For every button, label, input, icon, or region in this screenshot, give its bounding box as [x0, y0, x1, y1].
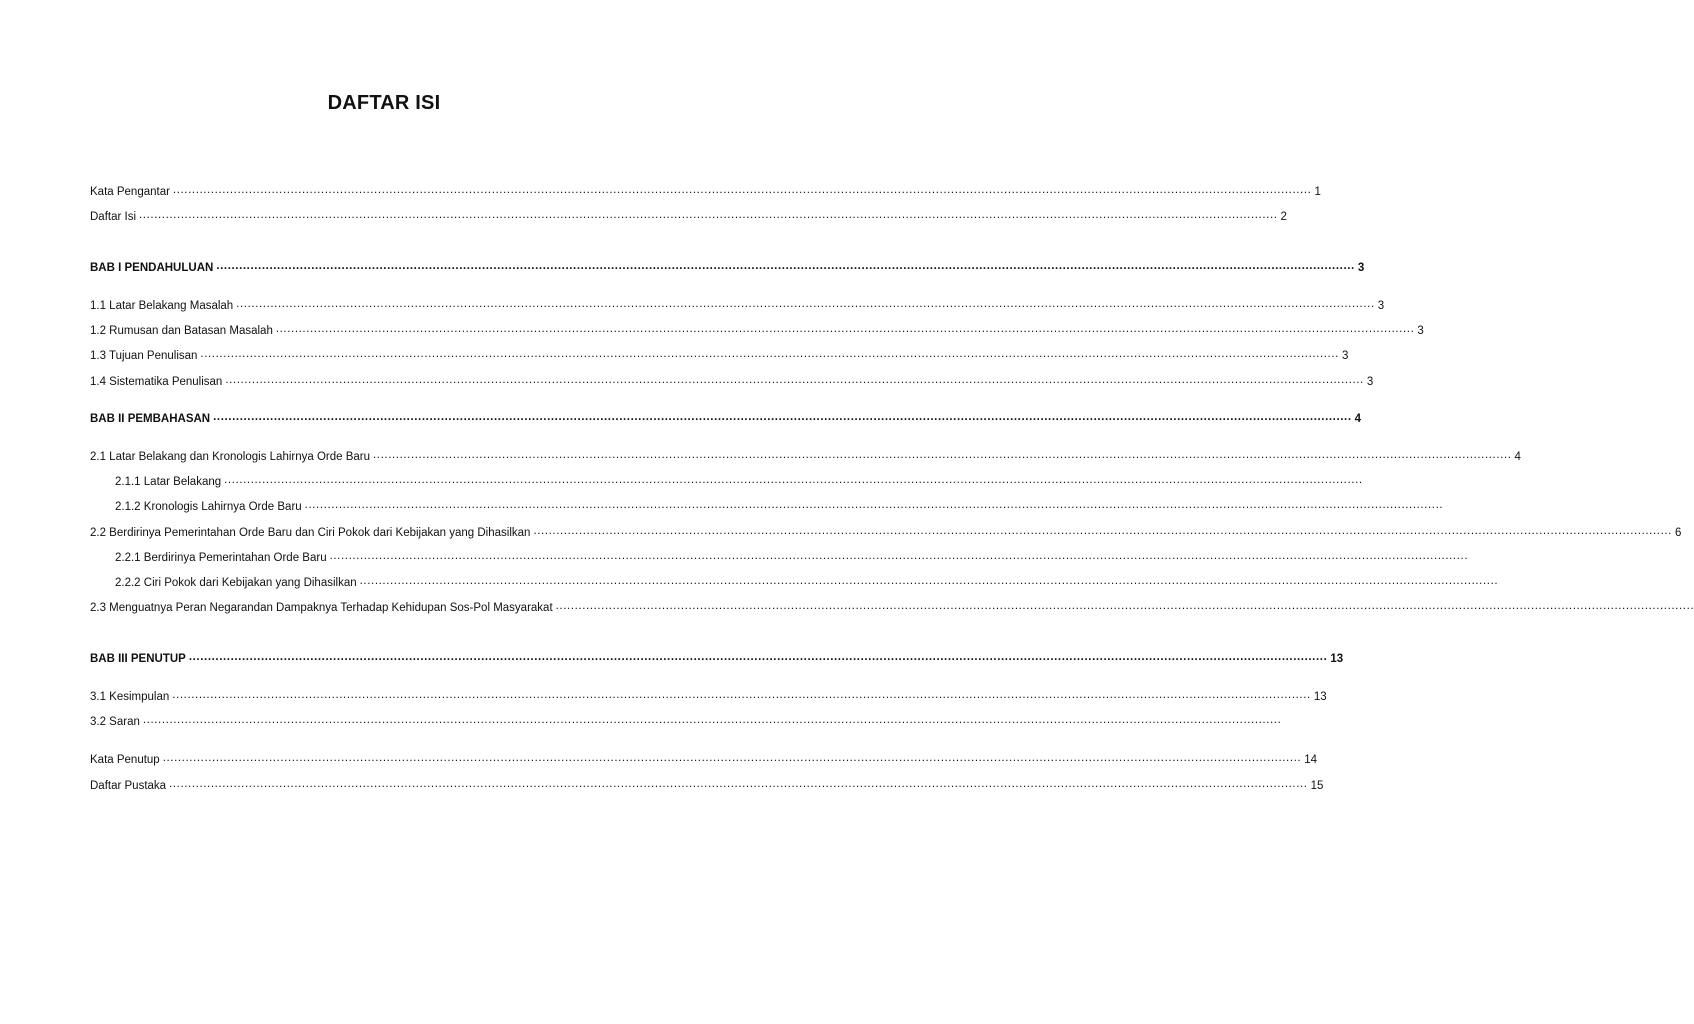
toc-entry-label: 1.2 Rumusan dan Batasan Masalah: [90, 325, 273, 337]
toc-entry-bab-2[interactable]: [90, 409, 1362, 425]
toc-entry-2-2[interactable]: [90, 523, 1682, 539]
dot-leader: ............................................................................................................................................................................................................................................................................................................: [359, 575, 1499, 587]
toc-entry-label: 2.1.2 Kronologis Lahirnya Orde Baru: [115, 501, 302, 513]
toc-entry-label: BAB III PENUTUP: [90, 653, 186, 665]
toc-entry-page: 3: [1377, 300, 1385, 312]
dot-leader: ............................................................................................................................................................................................................................................................................................................: [142, 714, 1282, 726]
dot-leader: ............................................................................................................................................................................................................................................................................................................: [139, 209, 1278, 221]
toc-entry-label: Daftar Pustaka: [90, 780, 167, 792]
toc-entry-label: 2.3 Menguatnya Peran Negarandan Dampaknya Terhadap Kehidupan Sos-Pol Masyarakat: [90, 602, 553, 614]
toc-entry-label: 2.2.2 Ciri Pokok dari Kebijakan yang Dihasilkan: [115, 577, 357, 589]
toc-entry-label: 2.2 Berdirinya Pemerintahan Orde Baru dan Ciri Pokok dari Kebijakan yang Dihasilkan: [90, 527, 531, 539]
dot-leader: ............................................................................................................................................................................................................................................................................................................: [169, 778, 1308, 790]
toc-entry-label: BAB II PEMBAHASAN: [90, 413, 211, 425]
toc-entry-1-2[interactable]: [90, 321, 1424, 337]
toc-entry-1-1[interactable]: [90, 296, 1385, 312]
dot-leader: ............................................................................................................................................................................................................................................................................................................: [373, 449, 1512, 461]
toc-entry-kata-penutup[interactable]: [90, 750, 1318, 766]
toc-entry-2-1-1[interactable]: [115, 472, 1363, 488]
dot-leader: ............................................................................................................................................................................................................................................................................................................: [236, 298, 1375, 310]
toc-entry-bab-1[interactable]: [90, 258, 1365, 274]
toc-entry-label: 2.1.1 Latar Belakang: [115, 476, 222, 488]
toc-entry-label: 2.2.1 Berdirinya Pemerintahan Orde Baru: [115, 552, 327, 564]
toc-entry-2-3[interactable]: [90, 598, 1694, 614]
toc-entry-2-2-1[interactable]: [115, 548, 1469, 564]
toc-entry-page: 6: [1674, 527, 1682, 539]
page-title: DAFTAR ISI: [327, 92, 441, 114]
toc-entry-page: 13: [1330, 653, 1344, 665]
toc-entry-label: BAB I PENDAHULUAN: [90, 262, 214, 274]
toc-entry-label: 1.3 Tujuan Penulisan: [90, 350, 198, 362]
dot-leader: ............................................................................................................................................................................................................................................................................................................: [216, 260, 1355, 272]
toc-entry-page: 3: [1357, 262, 1365, 274]
toc-entry-2-1-2[interactable]: [115, 497, 1444, 513]
toc-entry-daftar-pustaka[interactable]: [90, 776, 1324, 792]
toc-entry-2-2-2[interactable]: [115, 573, 1499, 589]
toc-entry-page: 3: [1417, 325, 1424, 337]
dot-leader: ............................................................................................................................................................................................................................................................................................................: [188, 651, 1328, 663]
toc-entry-page: 13: [1313, 691, 1327, 703]
toc-entry-label: Kata Penutup: [90, 754, 160, 766]
toc-entry-kata-pengantar[interactable]: [90, 182, 1321, 198]
toc-entry-label: 3.2 Saran: [90, 716, 140, 728]
toc-entry-page: 4: [1354, 413, 1362, 425]
dot-leader: ............................................................................................................................................................................................................................................................................................................: [172, 184, 1312, 196]
toc-entry-label: 1.4 Sistematika Penulisan: [90, 376, 223, 388]
toc-entry-page: 2: [1280, 211, 1287, 223]
dot-leader: ............................................................................................................................................................................................................................................................................................................: [275, 323, 1415, 335]
toc-entry-page: 4: [1514, 451, 1521, 463]
toc-entry-3-1[interactable]: [90, 687, 1327, 703]
toc-entry-label: 3.1 Kesimpulan: [90, 691, 170, 703]
toc-entry-2-1[interactable]: [90, 447, 1521, 463]
toc-entry-page: 3: [1366, 376, 1374, 388]
dot-leader: ............................................................................................................................................................................................................................................................................................................: [225, 374, 1364, 386]
toc-entry-page: 1: [1314, 186, 1321, 198]
toc-entry-1-4[interactable]: [90, 372, 1374, 388]
dot-leader: ............................................................................................................................................................................................................................................................................................................: [533, 525, 1672, 537]
toc-entry-page: 15: [1310, 780, 1324, 792]
dot-leader: ............................................................................................................................................................................................................................................................................................................: [213, 411, 1352, 423]
dot-leader: ............................................................................................................................................................................................................................................................................................................: [555, 600, 1694, 612]
toc-entry-daftar-isi[interactable]: [90, 207, 1287, 223]
dot-leader: ............................................................................................................................................................................................................................................................................................................: [304, 499, 1444, 511]
dot-leader: ............................................................................................................................................................................................................................................................................................................: [224, 474, 1363, 486]
dot-leader: ............................................................................................................................................................................................................................................................................................................: [162, 752, 1302, 764]
toc-entry-page: 14: [1304, 754, 1318, 766]
toc-entry-bab-3[interactable]: [90, 649, 1344, 665]
toc-entry-label: Kata Pengantar: [90, 186, 170, 198]
dot-leader: ............................................................................................................................................................................................................................................................................................................: [200, 348, 1339, 360]
dot-leader: ............................................................................................................................................................................................................................................................................................................: [329, 550, 1469, 562]
toc-entry-label: Daftar Isi: [90, 211, 137, 223]
toc-entry-label: 2.1 Latar Belakang dan Kronologis Lahirnya Orde Baru: [90, 451, 371, 463]
dot-leader: ............................................................................................................................................................................................................................................................................................................: [172, 689, 1311, 701]
toc-entry-1-3[interactable]: [90, 346, 1349, 362]
toc-entry-3-2[interactable]: [90, 712, 1282, 728]
toc-entry-label: 1.1 Latar Belakang Masalah: [90, 300, 234, 312]
toc-entry-page: 3: [1341, 350, 1349, 362]
